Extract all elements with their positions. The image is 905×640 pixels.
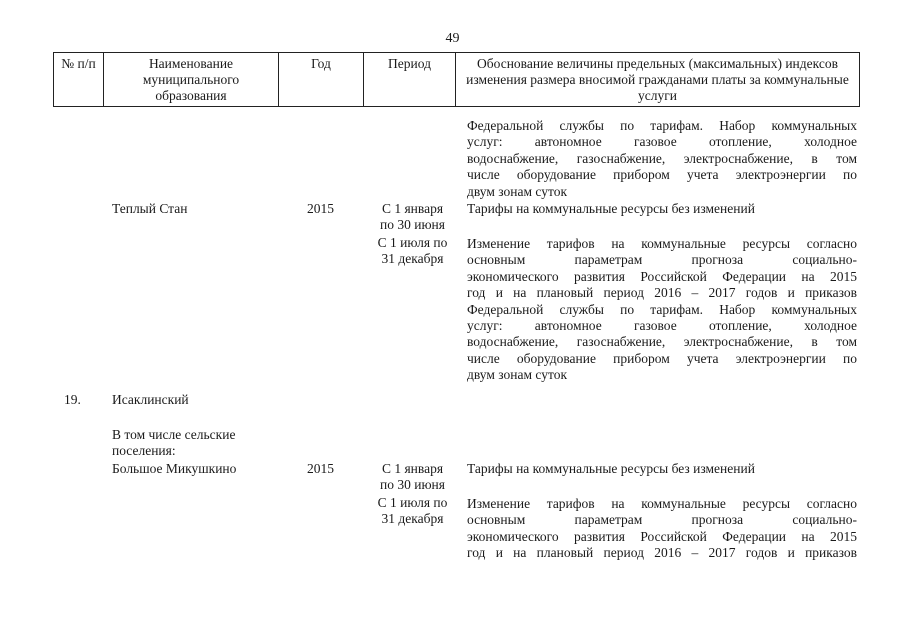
text-line: услуг: автономное газовое отопление, холодное [467, 318, 857, 334]
text-line: основным параметрам прогноза социально- [467, 512, 857, 528]
period-start: С 1 января [381, 461, 444, 476]
period-start: С 1 июля по [377, 495, 448, 510]
justification-text-1: Тарифы на коммунальные ресурсы без изменений [467, 461, 755, 476]
period-1 [365, 201, 460, 234]
sub-label-line: В том числе сельские [112, 427, 236, 442]
section-name: Исаклинский [112, 392, 189, 407]
sub-label [112, 427, 235, 460]
period-1 [365, 461, 460, 494]
period-2 [365, 495, 460, 528]
section-number: 19. [64, 392, 81, 407]
text-line: услуг: автономное газовое отопление, холодное [467, 134, 857, 150]
text-line: числе оборудование прибором учета электроэнергии по [467, 350, 857, 366]
text-line: двум зонам суток [467, 367, 568, 383]
period-end: 31 декабря [381, 511, 444, 527]
table-header [53, 52, 860, 107]
period-2 [365, 235, 460, 268]
header-year: Год [279, 53, 364, 107]
text-line: Изменение тарифов на коммунальные ресурсы согласно [467, 496, 857, 511]
header-municipality: Наименование муниципального образования [104, 53, 279, 107]
text-line: Федеральной службы по тарифам. Набор коммунальных [467, 301, 857, 317]
year-value: 2015 [307, 201, 334, 216]
text-line: экономического развития Российской Федерации на 2015 [467, 528, 857, 544]
period-start: С 1 января [381, 201, 444, 216]
sub-label-line: поселения: [112, 443, 176, 459]
period-end: 31 декабря [381, 251, 444, 267]
continuation-text [467, 118, 857, 200]
header-num: № п/п [54, 53, 104, 107]
municipality-name: Большое Микушкино [112, 461, 237, 476]
municipality-name: Теплый Стан [112, 201, 188, 216]
justification-text-2 [467, 496, 857, 562]
text-line: числе оборудование прибором учета электроэнергии по [467, 167, 857, 183]
text-line: Изменение тарифов на коммунальные ресурсы согласно [467, 236, 857, 251]
text-line: водоснабжение, газоснабжение, электроснабжение, в том [467, 334, 857, 350]
period-end: по 30 июня [380, 217, 445, 233]
period-start: С 1 июля по [377, 235, 448, 250]
justification-text-1: Тарифы на коммунальные ресурсы без изменений [467, 201, 755, 216]
text-line: год и на плановый период 2016 – 2017 годов и приказов [467, 285, 857, 301]
text-line: Федеральной службы по тарифам. Набор коммунальных [467, 118, 857, 133]
text-line: год и на плановый период 2016 – 2017 годов и приказов [467, 545, 857, 561]
text-line: двум зонам суток [467, 183, 568, 199]
text-line: основным параметрам прогноза социально- [467, 252, 857, 268]
text-line: водоснабжение, газоснабжение, электроснабжение, в том [467, 150, 857, 166]
period-end: по 30 июня [380, 477, 445, 493]
header-period: Период [364, 53, 456, 107]
year-value: 2015 [307, 461, 334, 476]
justification-text-2 [467, 236, 857, 384]
page-number: 49 [445, 31, 460, 46]
header-justification: Обоснование величины предельных (максимальных) индексов изменения размера вносимой гражданами платы за коммунальные услуги [456, 53, 860, 107]
text-line: экономического развития Российской Федерации на 2015 [467, 268, 857, 284]
